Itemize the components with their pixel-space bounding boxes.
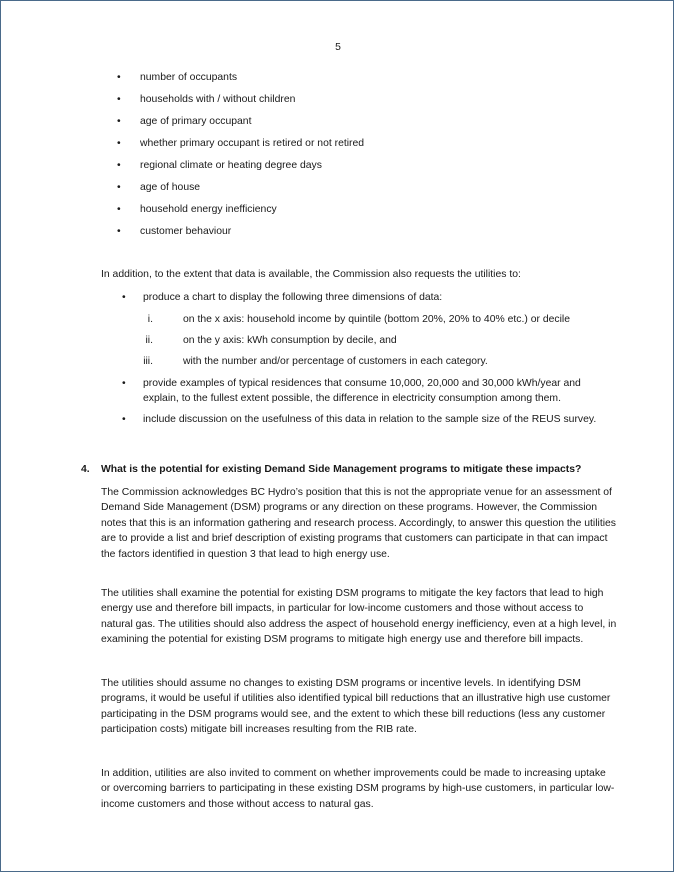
dimension-item: ii. on the y axis: kWh consumption by decile, and — [145, 335, 397, 346]
list-item: • age of primary occupant — [119, 116, 251, 127]
dimension-item: i. on the x axis: household income by quintile (bottom 20%, 20% to 40% etc.) or decile — [147, 314, 570, 325]
list-item: • households with / without children — [119, 94, 295, 105]
paragraph: The utilities shall examine the potential for existing DSM programs to mitigate the key factors that lead to high energy use and therefore bill impacts, in particular for low-income customers and those without access to natural gas. The utilities should also address the aspect of household energy inefficiency, even at a high level, in examining the potential for existing DSM programs to mitigate high energy use and therefore bill impacts. — [101, 588, 617, 646]
list-item: • number of occupants — [119, 72, 237, 83]
dimension-item: iii. with the number and/or percentage of customers in each category. — [143, 356, 488, 367]
intro-paragraph: In addition, to the extent that data is available, the Commission also requests the utilities to: — [101, 269, 521, 280]
list-item: • customer behaviour — [119, 226, 231, 237]
list-item: • regional climate or heating degree days — [119, 160, 322, 171]
list-item: • household energy inefficiency — [119, 204, 277, 215]
paragraph: In addition, utilities are also invited to comment on whether improvements could be made to increasing uptake or overcoming barriers to participating in these existing DSM programs by high-use customers, in particular low-income customers and those without access to natural gas. — [101, 768, 615, 810]
list-item: • whether primary occupant is retired or not retired — [119, 138, 364, 149]
paragraph: The Commission acknowledges BC Hydro’s position that this is not the appropriate venue for an assessment of Demand Side Management (DSM) programs or any direction on these programs. However, the Commission notes that this is an information gathering and research process. Accordingly, to answer this question the utilities are to provide a list and brief description of existing programs that customers can participate in that can impact the factors identified in question 3 that lead to high energy use. — [101, 487, 617, 560]
paragraph: The utilities should assume no changes to existing DSM programs or incentive levels. In identifying DSM programs, it would be useful if utilities also identified typical bill reductions that an illustrative high use customer participating in the DSM programs would see, and the extent to which these bill reductions (less any customer participation costs) mitigate bill increases resulting from the RIB rate. — [101, 678, 611, 736]
request-item: • produce a chart to display the following three dimensions of data: — [122, 292, 443, 303]
document-page: 5 • number of occupants • households with / without children • age of primary occupant • whether primary occupant is retired or not retired • regional climate or heating degree days • age of house • household energy inefficiency • customer behaviour In addition, to the extent that data is available, the Commission also requests the utilities to: • produce a chart to display the following three dimensions of data: i. on the x axis: household income by quintile (bottom 20%, 20% to 40% etc.) or decile ii. on the y axis: kWh consumption by decile, and iii. with the number and/or percentage of customers in each category. • provide examples of typical residences that consume 10,000, 20,000 and 30,000 kWh/year and explain, to the fullest extent possible, the difference in electricity consumption among them. • include discussion on the usefulness of this data in relation to the sample size of the REUS survey. 4. What is the potential for existing Demand Side Management programs to mitigate these impacts? The Commission acknowledges BC Hydro’s position that this is not the appropriate venue for an assessment of Demand Side Management (DSM) programs or any direction on these programs. However, the Commission notes that this is an information gathering and research process. Accordingly, to answer this question the utilities are to provide a list and brief description of existing programs that customers can participate in that can impact the factors identified in question 3 that lead to high energy use. The utilities shall examine the potential for existing DSM programs to mitigate the key factors that lead to high energy use and therefore bill impacts, in particular for low-income customers and those without access to natural gas. The utilities should also address the aspect of household energy inefficiency, even at a high level, in examining the potential for existing DSM programs to mitigate high energy use and therefore bill impacts. The utilities should assume no changes to existing DSM programs or incentive levels. In identifying DSM programs, it would be useful if utilities also identified typical bill reductions that an illustrative high use customer participating in the DSM programs would see, and the extent to which these bill reductions (less any customer participation costs) mitigate bill increases resulting from the RIB rate. In addition, utilities are also invited to comment on whether improvements could be made to increasing uptake or overcoming barriers to participating in these existing DSM programs by high-use customers, in particular low-income customers and those without access to natural gas. — [0, 0, 674, 872]
request-item: • provide examples of typical residences that consume 10,000, 20,000 and 30,000 kWh/year and explain, to the fullest extent possible, the difference in electricity consumption among them. — [122, 378, 581, 405]
request-item: • include discussion on the usefulness of this data in relation to the sample size of the REUS survey. — [122, 414, 597, 425]
list-item: • age of house — [119, 182, 200, 193]
page-number: 5 — [335, 42, 341, 53]
